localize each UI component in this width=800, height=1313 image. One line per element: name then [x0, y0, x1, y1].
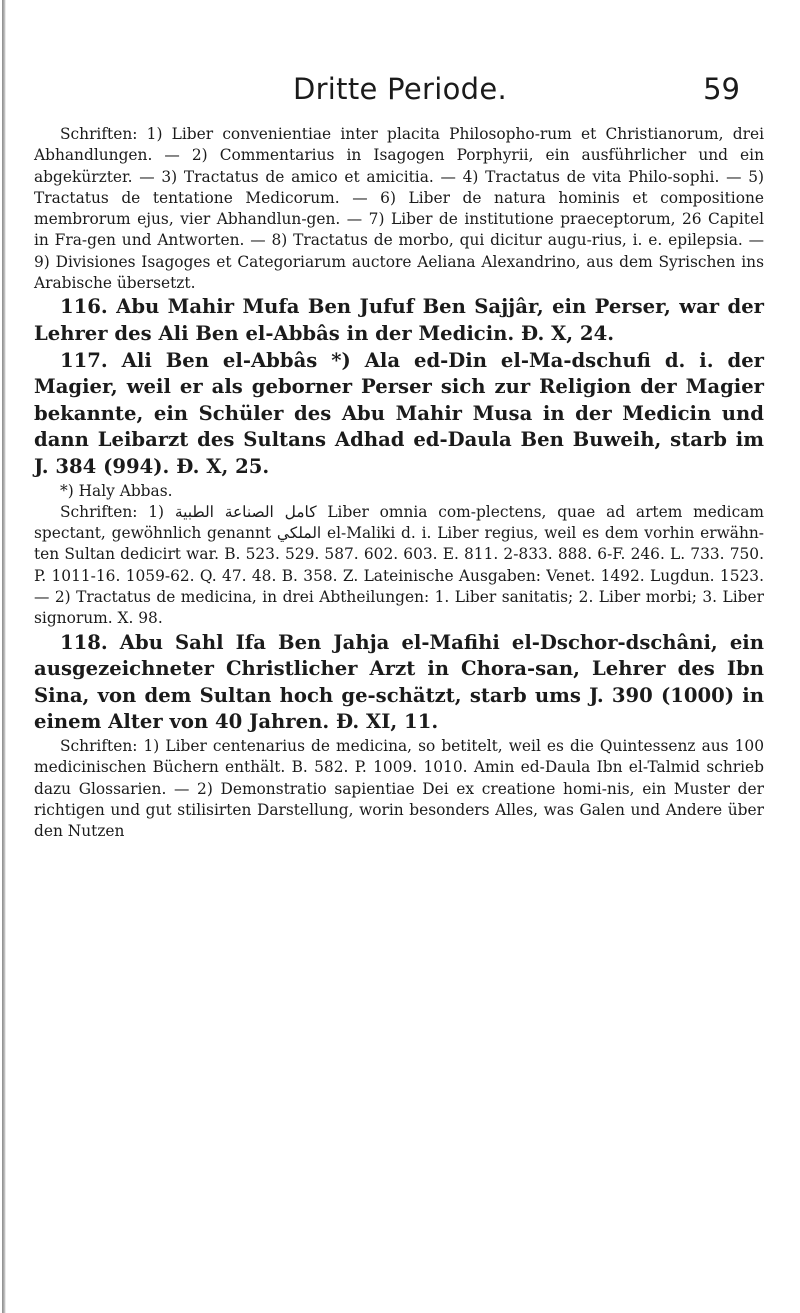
paragraph-schriften-115: Schriften: 1) Liber convenientiae inter placita Philosopho-rum et Christianorum, drei Abhandlungen. — 2) Commentarius in Isagogen Porphyrii, ein ausführlicher und ein abgekürzter. — 3) Tractatus de amico et amicitia. — 4) Tractatus de vita Philo-sophi. — 5) Tractatus de tentatione Medicorum. — 6) Liber de natura hominis et compositione membrorum ejus, vier Abhandlun-gen. — 7) Liber de institutione praeceptorum, 26 Capitel in Fra-gen und Antworten. — 8) Tractatus de morbo, qui dicitur augu-rius, i. e. epilepsia. — 9) Divisiones Isagoges et Categoriarum auctore Aeliana Alexandrino, aus dem Syrischen ins Arabische übersetzt.: [34, 125, 764, 293]
page-shadow-edge: [2, 0, 6, 1313]
paragraph-schriften-117: Schriften: 1) كامل الصناعة الطبية Liber omnia com-plectens, quae ad artem medicam spectant, gewöhnlich genannt الملكي el-Maliki d. i. Liber regius, weil es dem vorhin erwähn-ten Sultan dedicirt war. B. 523. 529. 587. 602. 603. E. 811. 2-833. 888. 6-F. 246. L. 733. 750. P. 1011-16. 1059-62. Q. 47. 48. B. 358. Z. Lateinische Ausgaben: Venet. 1492. Lugdun. 1523. — 2) Tractatus de medicina, in drei Abtheilungen: 1. Liber sanitatis; 2. Liber morbi; 3. Liber signorum. X. 98.: [34, 502, 764, 628]
entry-117-ali-ben-el-abbas: 117. Ali Ben el-Abbâs *) Ala ed-Din el-Ma-dschufi d. i. der Magier, weil er als geborner Perser sich zur Religion der Magier bekannte, ein Schüler des Abu Mahir Musa in der Medicin und dann Leibarzt des Sultans Adhad ed-Daula Ben Buweih, starb im J. 384 (994). Ð. X, 25.: [34, 348, 764, 478]
running-title: Dritte Periode.: [292, 72, 508, 106]
footnote-haly-abbas: *) Haly Abbas.: [60, 481, 173, 500]
page-number: 59: [703, 72, 740, 106]
body-text: [34, 124, 764, 842]
entry-116-abu-mahir: 116. Abu Mahir Mufa Ben Jufuf Ben Sajjâr, ein Perser, war der Lehrer des Ali Ben el-Abbâs in der Medicin. Ð. X, 24.: [34, 295, 764, 345]
page-header: [60, 72, 740, 112]
entry-118-abu-sahl: 118. Abu Sahl Ifa Ben Jahja el-Mafihi el-Dschor-dschâni, ein ausgezeichneter Christlicher Arzt in Chora-san, Lehrer des Ibn Sina, von dem Sultan hoch ge-schätzt, starb ums J. 390 (1000) in einem Alter von 40 Jahren. Ð. XI, 11.: [34, 630, 764, 734]
paragraph-schriften-118: Schriften: 1) Liber centenarius de medicina, so betitelt, weil es die Quintessenz aus 100 medicinischen Büchern enthält. B. 582. P. 1009. 1010. Amin ed-Daula Ibn el-Talmid schrieb dazu Glossarien. — 2) Demonstratio sapientiae Dei ex creatione homi-nis, ein Muster der richtigen und gut stilisirten Darstellung, worin besonders Alles, was Galen und Andere über den Nutzen: [34, 736, 764, 841]
